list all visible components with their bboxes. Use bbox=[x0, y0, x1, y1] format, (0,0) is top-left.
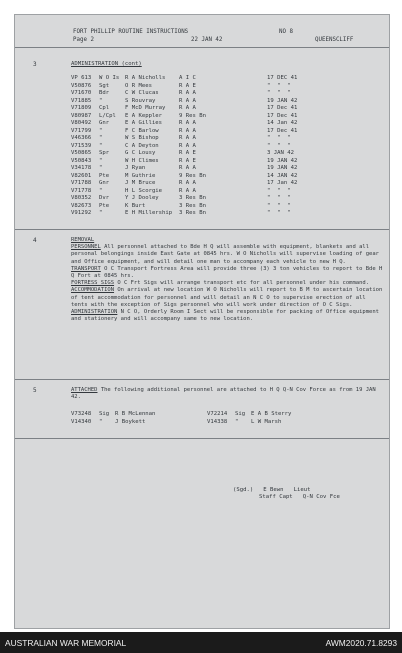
personnel-label: PERSONNEL bbox=[71, 244, 101, 251]
table-cell: 9 Res Bn bbox=[179, 172, 206, 179]
table-cell: A I C bbox=[179, 75, 196, 81]
administration-text: N C O, Orderly Room I Sect will be responsible for packing of Office equipment and stationery and will accompany same to new location. bbox=[71, 309, 379, 323]
table-cell: 3 Res Bn bbox=[179, 202, 206, 209]
table-cell: " " " bbox=[267, 90, 291, 96]
table-cell: 19 JAN 42 bbox=[267, 157, 298, 164]
table-cell: Dvr bbox=[99, 195, 110, 201]
signature-title: Staff Capt Q-N Cov Fce bbox=[259, 494, 340, 500]
table-cell: E A Keppler bbox=[125, 112, 163, 119]
table-cell: 14 Jan 42 bbox=[267, 120, 298, 126]
fortress-sigs-text: O C Frt Sigs will arrange transport etc for all personnel under his command. bbox=[117, 280, 370, 287]
doc-location: QUEENSCLIFF bbox=[315, 37, 354, 43]
table-cell: Bdr bbox=[99, 90, 110, 96]
table-cell: V80352 bbox=[71, 195, 92, 201]
table-cell: R A E bbox=[179, 82, 196, 89]
table-cell: H L Scorgie bbox=[125, 187, 163, 194]
document-sheet bbox=[14, 14, 390, 629]
table-cell: J Boykett bbox=[115, 418, 146, 425]
table-cell: C W Clucas bbox=[125, 90, 159, 96]
table-cell: " " " bbox=[267, 82, 291, 89]
section-3-number: 3 bbox=[33, 61, 37, 68]
table-cell: E H Millership bbox=[125, 210, 173, 216]
table-cell: R A E bbox=[179, 157, 196, 164]
table-cell: R A A bbox=[179, 135, 196, 141]
footer-bar bbox=[0, 632, 402, 653]
table-cell: R A E bbox=[179, 150, 196, 156]
table-cell: 19 JAN 42 bbox=[267, 165, 298, 171]
accommodation-text: On arrival at new location W O Nicholls will report to B M to ascertain location of tent accommodation for personnel and will detail an N C O to supervise erection of all tents with the exception of Sigs personnel who will work under direction of O C Sigs. bbox=[71, 287, 383, 308]
signature-line: (Sgd.) E Bewn Lieut bbox=[233, 487, 311, 493]
table-cell: O R Mees bbox=[125, 82, 152, 89]
table-cell: C A Deyton bbox=[125, 142, 159, 149]
table-cell: " bbox=[99, 165, 103, 171]
table-cell: V14340 bbox=[71, 418, 92, 425]
table-cell: 19 JAN 42 bbox=[267, 97, 298, 104]
doc-page: Page 2 bbox=[73, 37, 94, 43]
divider bbox=[15, 438, 389, 439]
table-cell: Gnr bbox=[99, 180, 110, 186]
table-cell: Sgt bbox=[99, 82, 110, 89]
table-cell: " bbox=[99, 127, 103, 134]
table-cell: 17 Dec 41 bbox=[267, 105, 298, 111]
section-4-body bbox=[71, 237, 383, 323]
table-cell: L/Cpl bbox=[99, 112, 116, 119]
accommodation-label: ACCOMMODATION bbox=[71, 287, 115, 294]
table-cell: V80987 bbox=[71, 112, 92, 119]
table-cell: Sig bbox=[99, 411, 110, 417]
table-cell: 17 DEC 41 bbox=[267, 75, 298, 81]
divider bbox=[15, 379, 389, 380]
table-cell: R A A bbox=[179, 97, 196, 104]
table-cell: Cpl bbox=[99, 105, 110, 111]
table-cell: F McD Murray bbox=[125, 105, 166, 111]
attached-label: ATTACHED bbox=[71, 387, 98, 393]
table-cell: V71809 bbox=[71, 105, 92, 111]
table-cell: 3 Res Bn bbox=[179, 195, 206, 201]
table-cell: V50843 bbox=[71, 157, 92, 164]
table-cell: " " " bbox=[267, 202, 291, 209]
table-cell: K Burt bbox=[125, 202, 146, 209]
table-cell: " bbox=[99, 157, 103, 164]
removal-heading: REMOVAL bbox=[71, 237, 95, 243]
table-cell: V34178 bbox=[71, 165, 92, 171]
table-cell: E A Gillies bbox=[125, 120, 163, 126]
table-cell: W S Bishop bbox=[125, 135, 159, 141]
table-cell: V50876 bbox=[71, 82, 92, 89]
table-cell: L W Marsh bbox=[251, 418, 282, 425]
section-4-number: 4 bbox=[33, 237, 37, 244]
attached-text: The following additional personnel are attached to H Q Q-N Cov Force as from 19 JAN 42. bbox=[71, 387, 376, 401]
table-cell: VP 613 bbox=[71, 75, 92, 81]
table-cell: R A A bbox=[179, 90, 196, 96]
table-cell: " " " bbox=[267, 142, 291, 149]
table-cell: G C Lousy bbox=[125, 150, 156, 156]
table-cell: Pte bbox=[99, 202, 110, 209]
table-cell: Gnr bbox=[99, 120, 110, 126]
table-cell: V82673 bbox=[71, 202, 92, 209]
table-cell: R A A bbox=[179, 165, 196, 171]
doc-title: FORT PHILLIP ROUTINE INSTRUCTIONS bbox=[73, 29, 189, 35]
table-cell: 17 Dec 41 bbox=[267, 112, 298, 119]
table-cell: V71778 bbox=[71, 187, 92, 194]
table-cell: F C Barlow bbox=[125, 127, 159, 134]
table-cell: R A A bbox=[179, 127, 196, 134]
table-cell: M Guthrie bbox=[125, 172, 156, 179]
table-cell: 3 Res Bn bbox=[179, 210, 206, 216]
footer-accession-number: AWM2020.71.8293 bbox=[325, 638, 397, 648]
table-cell: J Ryan bbox=[125, 165, 146, 171]
table-cell: 17 Jan 42 bbox=[267, 180, 298, 186]
transport-label: TRANSPORT bbox=[71, 265, 101, 272]
fortress-sigs-label: FORTRESS SIGS bbox=[71, 280, 115, 287]
doc-date: 22 JAN 42 bbox=[191, 37, 223, 43]
table-cell: R A A bbox=[179, 180, 196, 186]
table-cell: R A A bbox=[179, 105, 196, 111]
table-cell: Y J Dooley bbox=[125, 195, 159, 201]
table-cell: V73248 bbox=[71, 411, 92, 417]
table-cell: R B McLennan bbox=[115, 411, 156, 417]
divider bbox=[15, 47, 389, 48]
table-cell: J M Bruce bbox=[125, 180, 156, 186]
table-cell: 9 Res Bn bbox=[179, 112, 206, 119]
table-cell: V46366 bbox=[71, 135, 92, 141]
table-cell: W H Climes bbox=[125, 157, 159, 164]
table-cell: " bbox=[99, 135, 103, 141]
divider bbox=[15, 229, 389, 230]
section-3-heading: ADMINISTRATION (cont) bbox=[71, 61, 142, 67]
table-cell: V72214 bbox=[207, 411, 228, 417]
table-cell: V71539 bbox=[71, 142, 92, 149]
table-cell: " bbox=[99, 187, 103, 194]
section-5-number: 5 bbox=[33, 387, 37, 394]
table-cell: V80492 bbox=[71, 120, 92, 126]
table-cell: " bbox=[99, 210, 103, 216]
table-cell: 14 JAN 42 bbox=[267, 172, 298, 179]
table-cell: 17 Dec 41 bbox=[267, 127, 298, 134]
table-cell: V71799 bbox=[71, 127, 92, 134]
table-cell: V71885 bbox=[71, 97, 92, 104]
table-cell: " " " bbox=[267, 210, 291, 216]
table-cell: R A A bbox=[179, 142, 196, 149]
table-cell: " " " bbox=[267, 135, 291, 141]
table-cell: E A B Sterry bbox=[251, 411, 292, 417]
table-cell: V71788 bbox=[71, 180, 92, 186]
section-5-body bbox=[71, 387, 383, 401]
table-cell: Spr bbox=[99, 150, 110, 156]
table-cell: " " " bbox=[267, 195, 291, 201]
table-cell: " bbox=[235, 418, 239, 425]
transport-text: O C Transport Fortress Area will provide three (3) 3 ton vehicles to report to Bde H Q Fort at 0845 hrs. bbox=[71, 265, 383, 280]
table-cell: V82601 bbox=[71, 172, 92, 179]
table-cell: Sig bbox=[235, 411, 246, 417]
table-cell: R A A bbox=[179, 120, 196, 126]
table-cell: V71670 bbox=[71, 90, 92, 96]
table-cell: Pte bbox=[99, 172, 110, 179]
administration-label: ADMINISTRATION bbox=[71, 309, 118, 316]
table-cell: " bbox=[99, 142, 103, 149]
table-cell: S Rouvray bbox=[125, 97, 156, 104]
table-cell: V91292 bbox=[71, 210, 92, 216]
table-cell: R A Nicholls bbox=[125, 75, 166, 81]
table-cell: 3 JAN 42 bbox=[267, 150, 294, 156]
table-cell: W O Is bbox=[99, 75, 120, 81]
table-cell: " bbox=[99, 97, 103, 104]
personnel-text: All personnel attached to Bde H Q will assemble with equipment, blankets and all personal belongings inside East Gate at 0845 hrs. W O Nicholls will supervise loading of gear and Office equipment, and will detail one man to accompany each vehicle to new H Q. bbox=[71, 244, 379, 265]
table-cell: " bbox=[99, 418, 103, 425]
table-cell: V14338 bbox=[207, 418, 228, 425]
table-cell: V50865 bbox=[71, 150, 92, 156]
doc-number: NO 8 bbox=[279, 29, 293, 35]
table-cell: R A A bbox=[179, 187, 196, 194]
table-cell: " " " bbox=[267, 187, 291, 194]
footer-institution: AUSTRALIAN WAR MEMORIAL bbox=[5, 638, 127, 648]
